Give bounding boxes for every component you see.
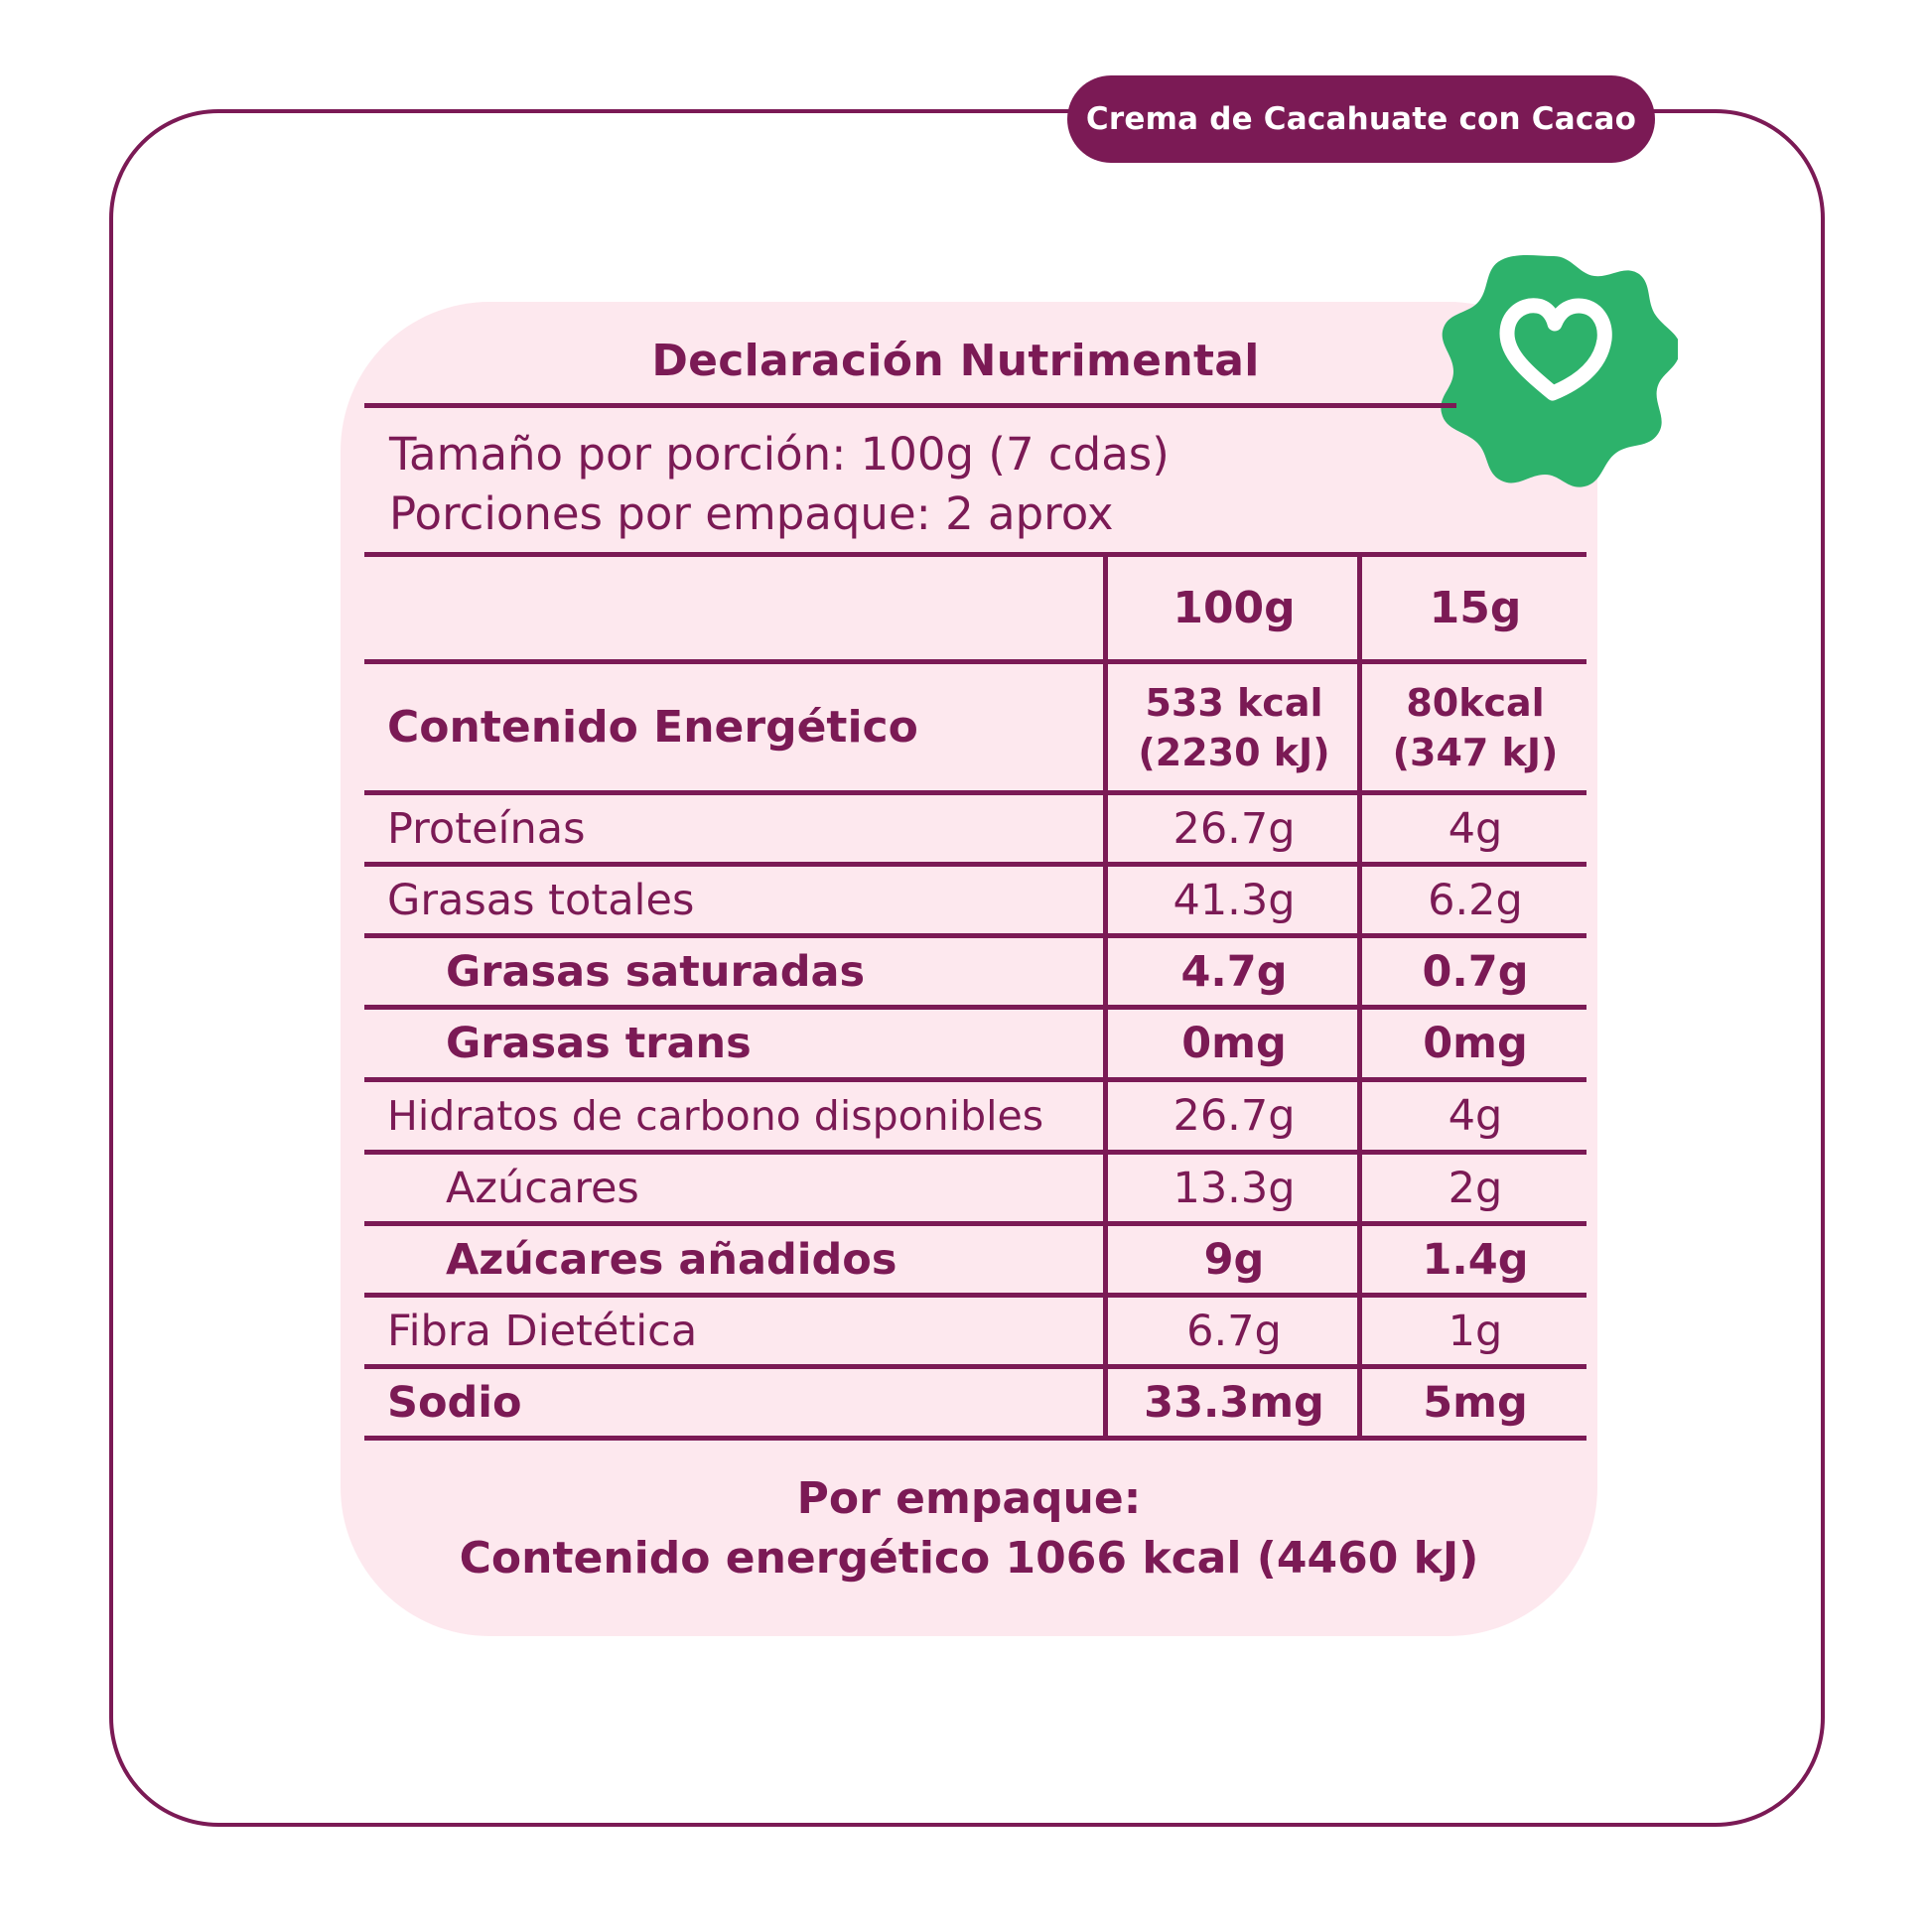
- servings-per-package: Porciones por empaque: 2 aprox: [389, 487, 1114, 540]
- row-value-15g: 4g: [1448, 803, 1503, 854]
- energy-kj-100g: (2230 kJ): [1138, 730, 1330, 774]
- row-value-100g: 0mg: [1181, 1019, 1287, 1068]
- row-value-15g: 0.7g: [1422, 946, 1529, 997]
- product-name-pill: [1067, 75, 1655, 163]
- row-value-15g: 0mg: [1423, 1019, 1528, 1068]
- panel-title: Declaración Nutrimental: [651, 336, 1260, 386]
- footer-per-package: Por empaque:: [796, 1473, 1142, 1524]
- serving-size: Tamaño por porción: 100g (7 cdas): [389, 428, 1170, 481]
- row-value-100g: 13.3g: [1173, 1163, 1296, 1213]
- row-value-15g: 1.4g: [1422, 1234, 1529, 1285]
- row-value-100g: 41.3g: [1173, 875, 1296, 925]
- energy-value-100g: [1110, 664, 1358, 790]
- row-label-proteinas: Proteínas: [387, 803, 586, 854]
- row-label-grasas-trans: Grasas trans: [446, 1019, 752, 1068]
- footer-package-energy: Contenido energético 1066 kcal (4460 kJ): [459, 1533, 1479, 1584]
- table-bottom-rule: [364, 1436, 1587, 1441]
- row-value-100g: 4.7g: [1180, 946, 1288, 997]
- row-value-15g: 6.2g: [1428, 875, 1523, 925]
- row-label-sodio: Sodio: [387, 1377, 522, 1428]
- title-divider: [364, 403, 1456, 408]
- row-label-azucares: Azúcares: [446, 1163, 639, 1213]
- row-value-15g: 5mg: [1423, 1377, 1528, 1428]
- row-value-100g: 26.7g: [1173, 1091, 1296, 1141]
- energy-kj-15g: (347 kJ): [1392, 730, 1559, 774]
- energy-kcal-100g: 533 kcal: [1145, 680, 1323, 725]
- row-value-15g: 1g: [1448, 1306, 1503, 1356]
- serving-info: [389, 425, 1170, 544]
- energy-label: Contenido Energético: [387, 702, 918, 753]
- column-header-15g: 15g: [1429, 583, 1522, 633]
- column-header-100g: 100g: [1173, 583, 1296, 633]
- energy-kcal-15g: 80kcal: [1406, 680, 1545, 725]
- row-value-100g: 33.3mg: [1144, 1377, 1324, 1428]
- row-value-100g: 26.7g: [1173, 803, 1296, 854]
- product-name: Crema de Cacahuate con Cacao: [1085, 101, 1637, 137]
- row-value-100g: 6.7g: [1186, 1306, 1282, 1356]
- energy-value-15g: [1363, 664, 1587, 790]
- row-value-100g: 9g: [1203, 1234, 1265, 1285]
- row-value-15g: 4g: [1448, 1091, 1503, 1141]
- row-label-grasas-totales: Grasas totales: [387, 875, 695, 925]
- row-label-grasas-saturadas: Grasas saturadas: [446, 946, 866, 997]
- row-label-azucares-anadidos: Azúcares añadidos: [446, 1234, 897, 1285]
- row-value-15g: 2g: [1448, 1163, 1503, 1213]
- row-label-fibra: Fibra Dietética: [387, 1306, 698, 1356]
- row-label-hidratos: Hidratos de carbono disponibles: [387, 1092, 1044, 1140]
